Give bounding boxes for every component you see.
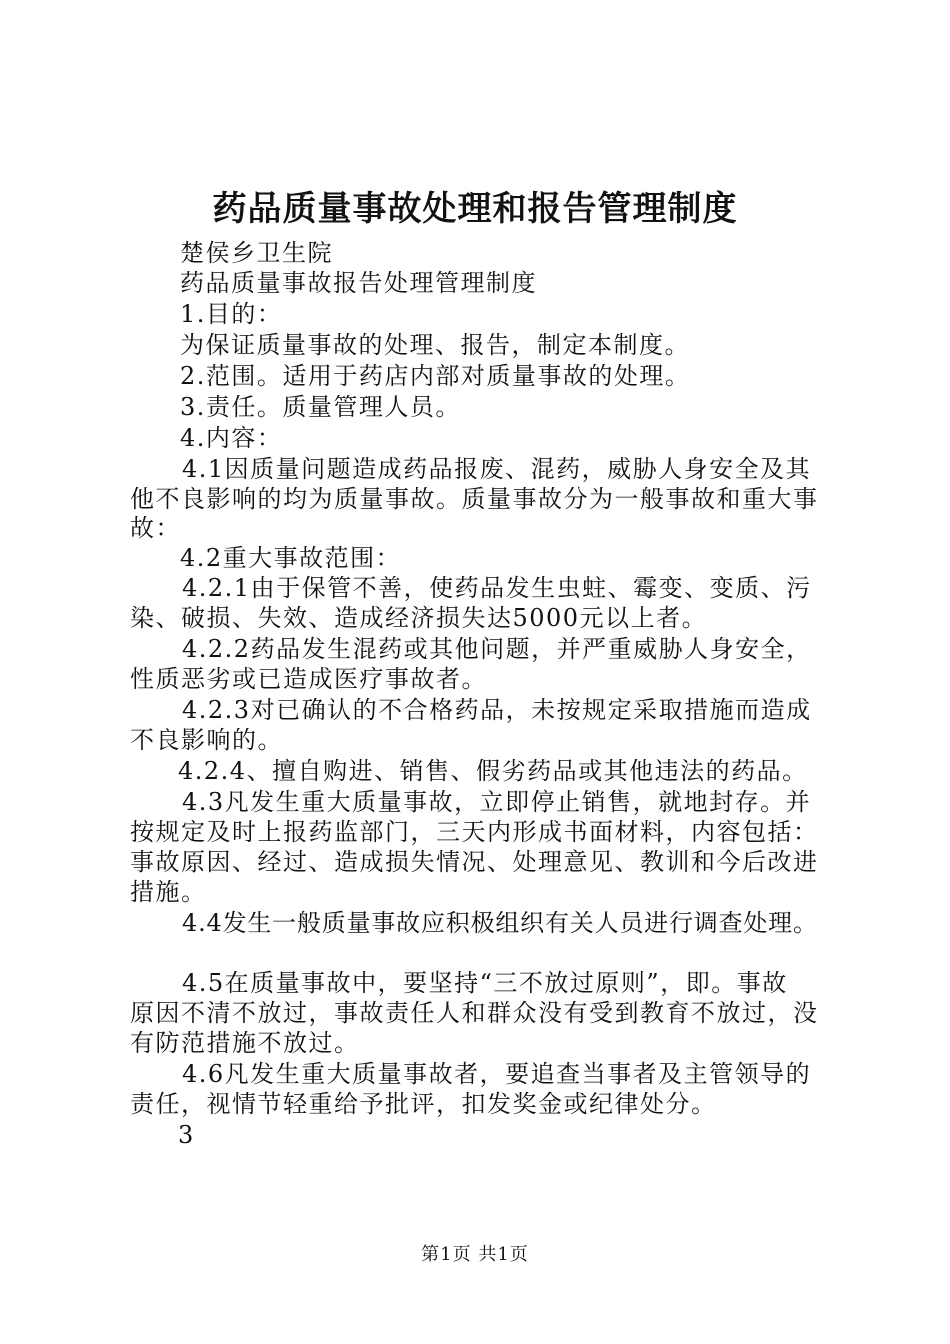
body-line-4-5-b: 原因不清不放过，事故责任人和群众没有受到教育不放过，没 bbox=[130, 999, 819, 1027]
body-line-4-2-2-b: 性质恶劣或已造成医疗事故者。 bbox=[130, 665, 487, 693]
body-line-purpose: 为保证质量事故的处理、报告，制定本制度。 bbox=[180, 331, 690, 359]
body-line-4-1-c: 故： bbox=[130, 514, 181, 542]
body-line-4-5-c: 有防范措施不放过。 bbox=[130, 1029, 360, 1057]
body-line-4-6-b: 责任，视情节轻重给予批评，扣发奖金或纪律处分。 bbox=[130, 1090, 717, 1118]
body-line-4-3-c: 事故原因、经过、造成损失情况、处理意见、教训和今后改进 bbox=[130, 848, 819, 876]
body-line-4-3-d: 措施。 bbox=[130, 878, 207, 906]
page-footer: 第1页 共1页 bbox=[421, 1244, 529, 1265]
body-line-issuer: 楚侯乡卫生院 bbox=[180, 239, 333, 267]
body-line-subtitle: 药品质量事故报告处理管理制度 bbox=[180, 269, 537, 297]
body-line-responsibility: 3.责任。质量管理人员。 bbox=[180, 393, 461, 421]
body-line-4-3-a: 4.3凡发生重大质量事故，立即停止销售，就地封存。并 bbox=[182, 788, 812, 816]
body-line-4-6-a: 4.6凡发生重大质量事故者，要追查当事者及主管领导的 bbox=[182, 1060, 812, 1088]
body-line-content-heading: 4.内容： bbox=[180, 424, 283, 452]
body-line-purpose-heading: 1.目的： bbox=[180, 300, 283, 328]
body-line-4-3-b: 按规定及时上报药监部门，三天内形成书面材料，内容包括： bbox=[130, 818, 819, 846]
body-line-4-2-4: 4.2.4、擅自购进、销售、假劣药品或其他违法的药品。 bbox=[178, 757, 808, 785]
body-line-4-4: 4.4发生一般质量事故应积极组织有关人员进行调查处理。 bbox=[182, 909, 818, 937]
body-line-4-2-1-a: 4.2.1由于保管不善，使药品发生虫蛀、霉变、变质、污 bbox=[182, 574, 812, 602]
body-line-4-2: 4.2重大事故范围： bbox=[180, 544, 402, 572]
body-line-4-2-3-b: 不良影响的。 bbox=[130, 726, 283, 754]
body-line-scope: 2.范围。适用于药店内部对质量事故的处理。 bbox=[180, 362, 691, 390]
document-title: 药品质量事故处理和报告管理制度 bbox=[212, 189, 738, 229]
body-line-4-2-3-a: 4.2.3对已确认的不合格药品，未按规定采取措施而造成 bbox=[182, 696, 812, 724]
body-line-4-2-1-b: 染、破损、失效、造成经济损失达5000元以上者。 bbox=[130, 604, 708, 632]
body-line-4-1-a: 4.1因质量问题造成药品报废、混药，威胁人身安全及其 bbox=[182, 455, 812, 483]
body-line-4-5-a: 4.5在质量事故中，要坚持“三不放过原则”，即。事故 bbox=[182, 969, 788, 997]
body-line-4-1-b: 他不良影响的均为质量事故。质量事故分为一般事故和重大事 bbox=[130, 485, 819, 513]
body-line-trailing-number: 3 bbox=[178, 1121, 195, 1149]
body-line-4-2-2-a: 4.2.2药品发生混药或其他问题，并严重威胁人身安全， bbox=[182, 635, 812, 663]
